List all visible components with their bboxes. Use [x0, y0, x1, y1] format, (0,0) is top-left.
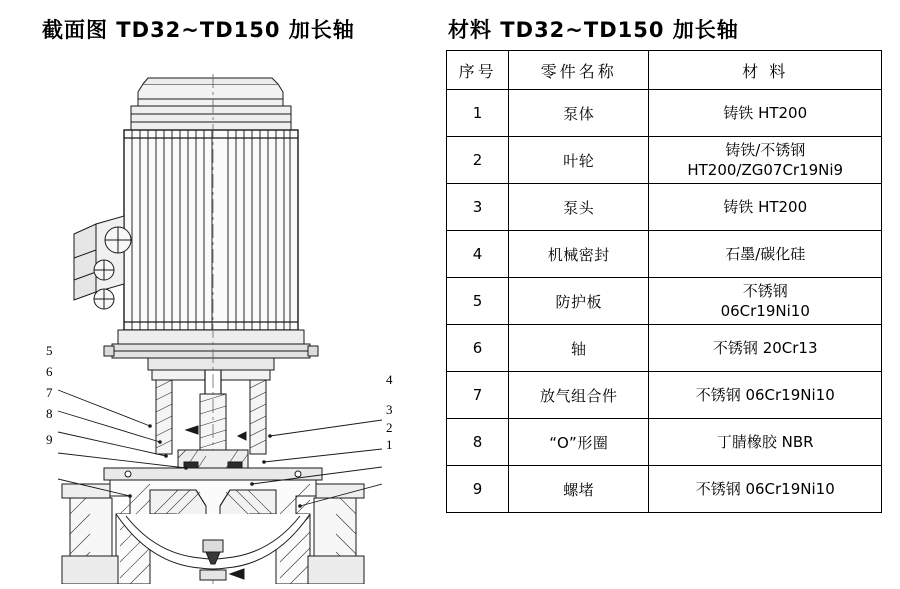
row-index: 1: [447, 90, 509, 137]
callout-2: 2: [386, 420, 393, 435]
row-index: 2: [447, 137, 509, 184]
table-row: [447, 419, 882, 466]
pump-cross-section-drawing: [0, 44, 430, 584]
row-material: 石墨/碳化硅: [649, 231, 882, 278]
row-part: 叶轮: [509, 137, 649, 184]
row-index: 5: [447, 278, 509, 325]
cross-section-title: 截面图 TD32~TD150 加长轴: [42, 18, 355, 42]
row-material: 不锈钢 06Cr19Ni10: [649, 372, 882, 419]
row-part: 螺堵: [509, 466, 649, 513]
table-row: [447, 90, 882, 137]
material-table: [446, 50, 882, 513]
row-part: 泵体: [509, 90, 649, 137]
header-index: 序号: [447, 51, 509, 90]
row-material: 不锈钢 06Cr19Ni10: [649, 466, 882, 513]
row-index: 9: [447, 466, 509, 513]
callout-9: 9: [46, 432, 53, 447]
table-row: [447, 372, 882, 419]
row-material: 铸铁 HT200: [649, 90, 882, 137]
header-material: 材 料: [649, 51, 882, 90]
callout-1: 1: [386, 437, 393, 452]
row-material-line1: 铸铁/不锈钢: [725, 140, 806, 159]
table-row: [447, 466, 882, 513]
row-part: “O”形圈: [509, 419, 649, 466]
table-row: [447, 325, 882, 372]
row-index: 6: [447, 325, 509, 372]
callout-4: 4: [386, 372, 393, 387]
cross-section-panel: [0, 0, 430, 584]
row-material: 丁腈橡胶 NBR: [649, 419, 882, 466]
table-row: [447, 231, 882, 278]
row-part: 泵头: [509, 184, 649, 231]
row-material: [649, 278, 882, 325]
row-material: [649, 137, 882, 184]
row-index: 3: [447, 184, 509, 231]
row-material: 铸铁 HT200: [649, 184, 882, 231]
row-material-line1: 不锈钢: [742, 281, 788, 300]
row-index: 4: [447, 231, 509, 278]
row-part: 机械密封: [509, 231, 649, 278]
table-row: [447, 278, 882, 325]
callout-3: 3: [386, 402, 393, 417]
callout-7: 7: [46, 385, 53, 400]
table-header-row: [447, 51, 882, 90]
row-index: 7: [447, 372, 509, 419]
material-title: 材料 TD32~TD150 加长轴: [448, 18, 739, 42]
row-part: 轴: [509, 325, 649, 372]
table-row: [447, 184, 882, 231]
row-material-line2: 06Cr19Ni10: [720, 302, 810, 320]
row-material-line2: HT200/ZG07Cr19Ni9: [687, 161, 844, 179]
material-panel: [438, 0, 900, 584]
callout-8: 8: [46, 406, 53, 421]
callout-5: 5: [46, 343, 53, 358]
table-row: [447, 137, 882, 184]
row-index: 8: [447, 419, 509, 466]
header-part-name: 零件名称: [509, 51, 649, 90]
row-material: 不锈钢 20Cr13: [649, 325, 882, 372]
row-part: 放气组合件: [509, 372, 649, 419]
callout-6: 6: [46, 364, 53, 379]
row-part: 防护板: [509, 278, 649, 325]
